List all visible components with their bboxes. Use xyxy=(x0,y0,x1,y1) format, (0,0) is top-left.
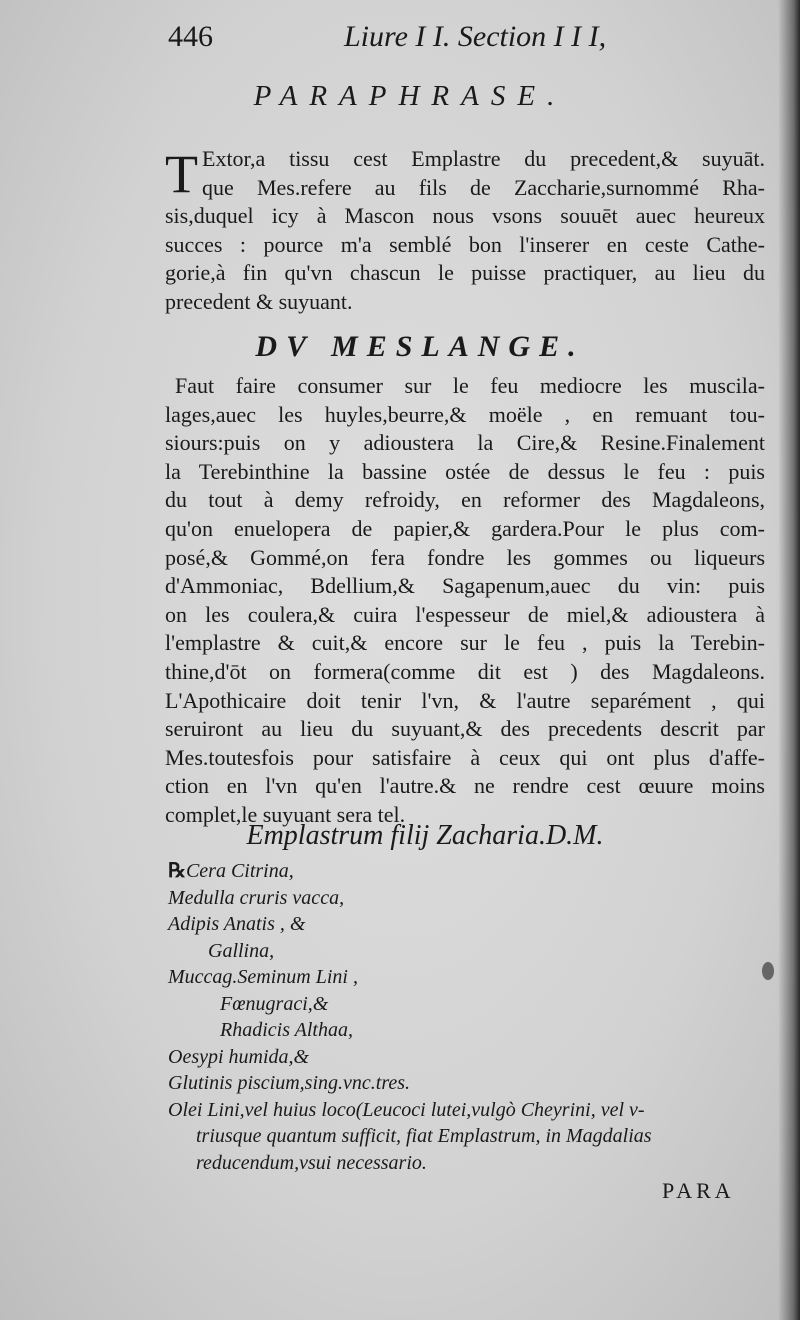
text-line: la Terebinthine la bassine ostée de dessus le feu : puis xyxy=(165,458,765,484)
section-title-meslange: DV MESLANGE. xyxy=(255,330,585,363)
text-line: seruiront au lieu du suyuant,& des precedents descrit par xyxy=(165,716,765,742)
recipe-title: Emplastrum filij Zacharia.D.M. xyxy=(246,820,604,851)
drop-cap: T xyxy=(165,144,198,204)
recipe-list xyxy=(168,858,768,1176)
page-number: 446 xyxy=(168,20,213,53)
section-title-paraphrase: PARAPHRASE. xyxy=(253,80,567,112)
text-line: Mes.toutesfois pour satisfaire à ceux qui ont plus d'affe- xyxy=(165,744,765,770)
recipe-ingredient: triusque quantum sufficit, fiat Emplastrum, in Magdalias xyxy=(196,1125,652,1147)
text-line: on les coulera,& cuira l'espesseur de miel,& adioustera à xyxy=(165,601,765,627)
text-line: d'Ammoniac, Bdellium,& Sagapenum,auec du vin: puis xyxy=(165,573,765,599)
recipe-ingredient: Glutinis piscium,sing.vnc.tres. xyxy=(168,1072,411,1094)
recipe-ingredient: Oesypi humida,& xyxy=(168,1045,310,1068)
meslange-paragraph xyxy=(165,372,765,830)
recipe-ingredient: reducendum,vsui necessario. xyxy=(196,1151,427,1174)
text-line: posé,& Gommé,on fera fondre les gommes ou liqueurs xyxy=(165,544,765,570)
text-line: Extor,a tissu cest Emplastre du precedent,& suyuāt. xyxy=(202,146,765,171)
recipe-ingredient: Medulla cruris vacca, xyxy=(168,886,345,909)
text-line: gorie,à fin qu'vn chascun le puisse practiquer, au lieu du xyxy=(165,260,765,286)
recipe-ingredient: Rhadicis Althaa, xyxy=(220,1019,353,1041)
ingredient-text: Cera Citrina, xyxy=(185,860,294,882)
page-gutter-shadow xyxy=(778,0,800,1320)
text-line: siours:puis on y adioustera la Cire,& Resine.Finalement xyxy=(165,430,765,456)
text-line: complet,le suyuant sera tel. xyxy=(165,801,406,827)
recipe-ingredient: Muccag.Seminum Lini , xyxy=(168,966,358,988)
text-line: thine,d'ōt on formera(comme dit est ) des Magdaleons. xyxy=(165,658,765,684)
text-line: que Mes.refere au fils de Zaccharie,surnommé Rha- xyxy=(202,174,765,200)
text-line: du tout à demy refroidy, en reformer des Magdaleons, xyxy=(165,487,765,513)
catchword: PARA xyxy=(662,1178,735,1203)
recipe-ingredient: Adipis Anatis , & xyxy=(168,913,306,935)
recipe-ingredient: Gallina, xyxy=(208,939,275,962)
recipe-ingredient: Olei Lini,vel huius loco(Leucoci lutei,vulgò Cheyrini, vel v- xyxy=(168,1098,645,1121)
text-line: lages,auec les huyles,beurre,& moële , en remuant tou- xyxy=(165,401,765,427)
recipe-ingredient xyxy=(168,858,768,885)
text-line: ction en l'vn qu'en l'autre.& ne rendre cest œuure moins xyxy=(165,773,765,799)
text-line: sis,duquel icy à Mascon nous vsons souuēt auec heureux xyxy=(165,203,765,229)
text-line: Faut faire consumer sur le feu mediocre les muscila- xyxy=(175,373,765,398)
text-line: l'emplastre & cuit,& encore sur le feu , puis la Terebin- xyxy=(165,630,765,656)
recipe-symbol: ℞ xyxy=(168,860,186,882)
paraphrase-paragraph xyxy=(165,145,765,317)
text-line: succes : pource m'a semblé bon l'inserer en ceste Cathe- xyxy=(165,231,765,257)
text-line: qu'on enuelopera de papier,& gardera.Pour le plus com- xyxy=(165,515,765,541)
recipe-ingredient: Fœnugraci,& xyxy=(220,992,329,1015)
running-head: Liure I I. Section I I I, xyxy=(344,20,607,53)
page-header xyxy=(168,20,618,60)
text-line: L'Apothicaire doit tenir l'vn, & l'autre separément , qui xyxy=(165,687,765,713)
text-line: precedent & suyuant. xyxy=(165,288,353,314)
